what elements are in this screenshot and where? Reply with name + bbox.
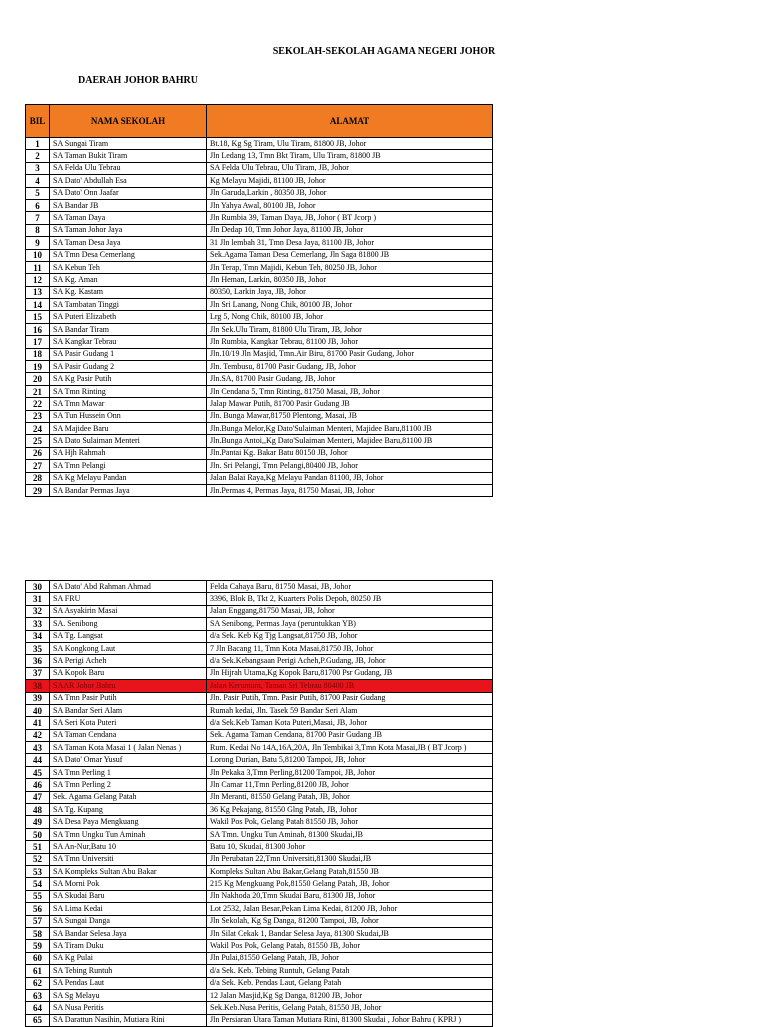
row-alamat: SA Tmn. Ungku Tun Aminah, 81300 Skudai,JB [207,828,493,840]
row-alamat: Jln Perubatan 22,Tmn Universiti,81300 Skudai,JB [207,853,493,865]
row-bil: 29 [26,484,50,496]
table-row [26,361,493,373]
row-alamat: Jln. Pasir Putih, Tmn. Pasir Putih, 81700 Pasir Gudang [207,692,493,704]
row-alamat: Lorong Durian, Batu 5,81200 Tampoi, JB, Johor [207,754,493,766]
row-alamat: Jln. Tembusu, 81700 Pasir Gudang, JB, Johor [207,361,493,373]
table-row [26,460,493,472]
table-row [26,249,493,261]
row-nama-sekolah: SA Dato' Onn Jaafar [50,187,207,199]
table-row [26,336,493,348]
table-row [26,754,493,766]
table-row [26,655,493,667]
row-nama-sekolah: SA Tmn Rinting [50,385,207,397]
table-row [26,927,493,939]
row-bil: 34 [26,630,50,642]
table-header-row [26,105,493,138]
table-row [26,224,493,236]
row-bil: 57 [26,915,50,927]
row-alamat: SA Senibong, Permas Jaya (peruntukkan YB) [207,618,493,630]
table-row [26,742,493,754]
row-nama-sekolah: SA Tambatan Tinggi [50,299,207,311]
row-nama-sekolah: SA Perigi Acheh [50,655,207,667]
table-row [26,766,493,778]
table-row [26,422,493,434]
row-nama-sekolah: SA Dato' Abd Rahman Ahmad [50,581,207,593]
row-nama-sekolah: SA Dato Sulaiman Menteri [50,435,207,447]
table-row [26,261,493,273]
row-nama-sekolah: SA Tmn Universiti [50,853,207,865]
row-alamat: Wakil Pos Pok, Gelang Patah, 81550 JB, Johor [207,940,493,952]
table-row [26,593,493,605]
row-bil: 26 [26,447,50,459]
row-alamat: d/a Sek. Keb. Tebing Runtuh, Gelang Patah [207,965,493,977]
row-nama-sekolah: SA Skudai Baru [50,890,207,902]
row-bil: 60 [26,952,50,964]
row-alamat: Kg Melayu Majidi, 81100 JB, Johor [207,175,493,187]
row-bil: 51 [26,841,50,853]
row-bil: 55 [26,890,50,902]
table-row [26,299,493,311]
row-alamat: Jln Cendana 5, Tmn Rinting, 81750 Masai, JB, Johor [207,385,493,397]
row-bil: 61 [26,965,50,977]
table-row [26,816,493,828]
row-nama-sekolah: SA Bandar JB [50,199,207,211]
row-alamat: Kompleks Sultan Abu Bakar,Gelang Patah,81550 JB [207,865,493,877]
table-row [26,865,493,877]
row-nama-sekolah: SA Taman Desa Jaya [50,237,207,249]
table-row [26,274,493,286]
row-alamat: Jln Hijrah Utama,Kg Kopok Baru,81700 Psr Gudang, JB [207,667,493,679]
row-alamat: 7 Jln Bacang 11, Tmn Kota Masai,81750 JB, Johor [207,642,493,654]
row-nama-sekolah: SA Tg. Kupang [50,804,207,816]
table-row [26,162,493,174]
row-bil: 16 [26,323,50,335]
header-bil: BIL [26,105,50,138]
row-bil: 18 [26,348,50,360]
row-bil: 58 [26,927,50,939]
row-alamat: Jln Pekaka 3,Tmn Perling,81200 Tampoi, JB, Johor [207,766,493,778]
row-alamat: Jln Sri Lanang, Nong Chik, 80100 JB, Johor [207,299,493,311]
table-row [26,952,493,964]
row-bil: 20 [26,373,50,385]
row-alamat: Rumah kedai, Jln. Tasek 59 Bandar Seri Alam [207,704,493,716]
table-row [26,965,493,977]
table-row [26,484,493,496]
row-alamat: Sek.Agama Taman Desa Cemerlang, Jln Saga 81800 JB [207,249,493,261]
row-nama-sekolah: SA Asyakirin Masai [50,605,207,617]
row-bil: 40 [26,704,50,716]
row-nama-sekolah: SA. Senibong [50,618,207,630]
row-bil: 39 [26,692,50,704]
row-alamat: Jln Yahya Awal, 80100 JB, Johor [207,199,493,211]
row-alamat: Jln Ledang 13, Tmn Bkt Tiram, Ulu Tiram, 81800 JB [207,150,493,162]
table-row [26,199,493,211]
table-row [26,791,493,803]
row-nama-sekolah: SA Bandar Seri Alam [50,704,207,716]
row-bil: 13 [26,286,50,298]
schools-table-1 [25,104,493,497]
table-row [26,605,493,617]
row-nama-sekolah: SA Taman Kota Masai 1 ( Jalan Nenas ) [50,742,207,754]
row-nama-sekolah: SA FRU [50,593,207,605]
row-bil: 36 [26,655,50,667]
row-alamat: Jln.SA, 81700 Pasir Gudang, JB, Johor [207,373,493,385]
row-alamat: Jln Persiaran Utara Taman Mutiara Rini, 81300 Skudai , Johor Bahru ( KPRJ ) [207,1014,493,1026]
row-nama-sekolah: SA Hjh Rahmah [50,447,207,459]
row-nama-sekolah: SA Tmn Pasir Putih [50,692,207,704]
row-bil: 52 [26,853,50,865]
table-row [26,1002,493,1014]
row-alamat: Batu 10, Skudai, 81300 Johor [207,841,493,853]
table-row [26,940,493,952]
row-alamat: d/a Sek.Keb Taman Kota Puteri,Masai, JB, Johor [207,717,493,729]
row-alamat: Jalan Balai Raya,Kg Melayu Pandan 81100, JB, Johor [207,472,493,484]
row-bil: 22 [26,398,50,410]
row-nama-sekolah: SA Bandar Tiram [50,323,207,335]
row-bil: 53 [26,865,50,877]
table-row [26,373,493,385]
table-row [26,138,493,150]
row-bil: 9 [26,237,50,249]
row-alamat: Jalan Keruntum, Taman Sri Tebrau 80400 JB [207,680,493,692]
row-nama-sekolah: SA Bandar Selesa Jaya [50,927,207,939]
table-row [26,853,493,865]
row-bil: 47 [26,791,50,803]
table-row [26,717,493,729]
table-row [26,804,493,816]
row-alamat: Jln. Sri Pelangi, Tmn Pelangi,80400 JB, Johor [207,460,493,472]
row-nama-sekolah: SA Taman Cendana [50,729,207,741]
row-bil: 17 [26,336,50,348]
row-bil: 4 [26,175,50,187]
row-bil: 5 [26,187,50,199]
row-bil: 64 [26,1002,50,1014]
row-bil: 21 [26,385,50,397]
header-alamat: ALAMAT [207,105,493,138]
row-nama-sekolah: SA Bandar Permas Jaya [50,484,207,496]
row-nama-sekolah: SA Tun Hussein Onn [50,410,207,422]
row-alamat: Jln Meranti, 81550 Gelang Patah, JB, Johor [207,791,493,803]
row-alamat: Jln. Bunga Mawar,81750 Plentong, Masai, JB [207,410,493,422]
document-title: SEKOLAH-SEKOLAH AGAMA NEGERI JOHOR [272,46,496,57]
table-row [26,729,493,741]
row-bil: 10 [26,249,50,261]
row-nama-sekolah: SA Kompleks Sultan Abu Bakar [50,865,207,877]
table-row [26,680,493,692]
row-bil: 65 [26,1014,50,1026]
row-nama-sekolah: SA Sungai Danga [50,915,207,927]
row-alamat: Lrg 5, Nong Chik, 80100 JB, Johor [207,311,493,323]
table-row [26,915,493,927]
row-nama-sekolah: SA Tmn Mawar [50,398,207,410]
row-bil: 31 [26,593,50,605]
row-bil: 6 [26,199,50,211]
row-alamat: 12 Jalan Masjid,Kg Sg Danga, 81200 JB, Johor [207,989,493,1001]
row-alamat: Jln.Permas 4, Permas Jaya, 81750 Masai, JB, Johor [207,484,493,496]
table-row [26,704,493,716]
row-nama-sekolah: SAAR Johor Bahru [50,680,207,692]
table-row [26,630,493,642]
row-alamat: Jln Sek.Ulu Tiram, 81800 Ulu Tiram, JB, Johor [207,323,493,335]
schools-table-2 [25,580,493,1027]
row-nama-sekolah: SA Taman Johor Jaya [50,224,207,236]
row-bil: 3 [26,162,50,174]
row-nama-sekolah: SA Kangkar Tebrau [50,336,207,348]
table-row [26,472,493,484]
row-nama-sekolah: SA Tmn Desa Cemerlang [50,249,207,261]
row-nama-sekolah: SA Darattun Nasihin, Mutiara Rini [50,1014,207,1026]
table-row [26,779,493,791]
row-bil: 56 [26,903,50,915]
table-row [26,828,493,840]
row-bil: 7 [26,212,50,224]
table-row [26,1014,493,1026]
row-nama-sekolah: SA Tmn Ungku Tun Aminah [50,828,207,840]
row-bil: 54 [26,878,50,890]
row-alamat: Jln Silat Cekak 1, Bandar Selesa Jaya, 81300 Skudai,JB [207,927,493,939]
row-nama-sekolah: SA Dato' Omar Yusuf [50,754,207,766]
table-row [26,311,493,323]
row-alamat: 31 Jln lembah 31, Tmn Desa Jaya, 81100 JB, Johor [207,237,493,249]
row-nama-sekolah: SA Taman Daya [50,212,207,224]
row-alamat: Bt.18, Kg Sg Tiram, Ulu Tiram, 81800 JB, Johor [207,138,493,150]
row-nama-sekolah: SA Tiram Duku [50,940,207,952]
row-nama-sekolah: SA Tmn Pelangi [50,460,207,472]
row-nama-sekolah: SA Morni Pok [50,878,207,890]
table-row [26,447,493,459]
row-bil: 38 [26,680,50,692]
row-nama-sekolah: SA Tg. Langsat [50,630,207,642]
table-row [26,323,493,335]
table-row [26,642,493,654]
row-nama-sekolah: SA Nusa Peritis [50,1002,207,1014]
row-bil: 50 [26,828,50,840]
row-bil: 25 [26,435,50,447]
row-bil: 41 [26,717,50,729]
row-nama-sekolah: SA Dato' Abdullah Esa [50,175,207,187]
row-alamat: 3396, Blok B, Tkt 2, Kuarters Polis Depoh, 80250 JB [207,593,493,605]
row-nama-sekolah: SA Kg Pulai [50,952,207,964]
row-alamat: 36 Kg Pekajang, 81550 Glng Patah, JB, Johor [207,804,493,816]
table-row [26,841,493,853]
table-row [26,348,493,360]
row-bil: 42 [26,729,50,741]
row-alamat: Lot 2532, Jalan Besar,Pekan Lima Kedai, 81200 JB, Johor [207,903,493,915]
row-alamat: Jln Rumbia, Kangkar Tebrau, 81100 JB, Johor [207,336,493,348]
row-bil: 28 [26,472,50,484]
row-bil: 35 [26,642,50,654]
table-row [26,692,493,704]
row-bil: 48 [26,804,50,816]
row-nama-sekolah: SA Majidee Baru [50,422,207,434]
row-bil: 14 [26,299,50,311]
row-nama-sekolah: SA Kg. Kastam [50,286,207,298]
header-nama-sekolah: NAMA SEKOLAH [50,105,207,138]
row-nama-sekolah: SA Kg Melayu Pandan [50,472,207,484]
row-alamat: Jln Heman, Larkin, 80350 JB, Johor [207,274,493,286]
row-bil: 30 [26,581,50,593]
row-nama-sekolah: SA Sg Melayu [50,989,207,1001]
row-bil: 23 [26,410,50,422]
row-bil: 15 [26,311,50,323]
row-bil: 19 [26,361,50,373]
row-alamat: Rum. Kedai No 14A,16A,20A, Jln Tembikai 3,Tmn Kota Masai,JB ( BT Jcorp ) [207,742,493,754]
row-alamat: Jln Sekolah, Kg Sg Danga, 81200 Tampoi, JB, Johor [207,915,493,927]
row-alamat: d/a Sek.Kebangsaan Perigi Acheh,P.Gudang, JB, Johor [207,655,493,667]
row-bil: 8 [26,224,50,236]
row-nama-sekolah: SA Pasir Gudang 1 [50,348,207,360]
row-alamat: Jln.10/19 Jln Masjid, Tmn.Air Biru, 81700 Pasir Gudang, Johor [207,348,493,360]
table-row [26,398,493,410]
table-row [26,435,493,447]
row-bil: 63 [26,989,50,1001]
row-bil: 37 [26,667,50,679]
row-nama-sekolah: Sek. Agama Gelang Patah [50,791,207,803]
table-row [26,890,493,902]
row-nama-sekolah: SA Lima Kedai [50,903,207,915]
row-bil: 49 [26,816,50,828]
row-alamat: Jln Camar 11,Tmn Perling,81200 JB, Johor [207,779,493,791]
row-bil: 45 [26,766,50,778]
row-nama-sekolah: SA Pasir Gudang 2 [50,361,207,373]
row-nama-sekolah: SA Kg Pasir Putih [50,373,207,385]
table-row [26,903,493,915]
row-nama-sekolah: SA Kg. Aman [50,274,207,286]
row-alamat: d/a Sek. Keb. Pendas Laut, Gelang Patah [207,977,493,989]
row-alamat: Jalan Enggang,81750 Masai, JB, Johor [207,605,493,617]
row-nama-sekolah: SA Seri Kota Puteri [50,717,207,729]
row-nama-sekolah: SA An-Nur,Batu 10 [50,841,207,853]
row-bil: 27 [26,460,50,472]
row-alamat: Jln Nakhoda 20,Tmn Skudai Baru, 81300 JB, Johor [207,890,493,902]
row-alamat: Jln.Bunga Melor,Kg Dato'Sulaiman Menteri, Majidee Baru,81100 JB [207,422,493,434]
table-row [26,237,493,249]
row-bil: 1 [26,138,50,150]
table-row [26,410,493,422]
table-row [26,878,493,890]
row-nama-sekolah: SA Kongkong Laut [50,642,207,654]
row-bil: 43 [26,742,50,754]
row-alamat: Sek.Keb.Nusa Peritis, Gelang Patah, 81550 JB, Johor [207,1002,493,1014]
row-alamat: SA Felda Ulu Tebrau, Ulu Tiram, JB, Johor [207,162,493,174]
row-nama-sekolah: SA Kebun Teh [50,261,207,273]
row-alamat: Felda Cahaya Baru, 81750 Masai, JB, Johor [207,581,493,593]
row-alamat: Jln Terap, Tmn Majidi, Kebun Teh, 80250 JB, Johor [207,261,493,273]
row-alamat: Jln Pulai,81550 Gelang Patah, JB, Johor [207,952,493,964]
table-row [26,187,493,199]
row-bil: 59 [26,940,50,952]
row-alamat: d/a Sek. Keb Kg Tjg Langsat,81750 JB, Johor [207,630,493,642]
row-nama-sekolah: SA Felda Ulu Tebrau [50,162,207,174]
table-row [26,977,493,989]
row-bil: 44 [26,754,50,766]
row-alamat: Wakil Pos Pok, Gelang Patah 81550 JB, Johor [207,816,493,828]
row-alamat: Jln Garuda,Larkin , 80350 JB, Johor [207,187,493,199]
row-alamat: Jln Dedap 10, Tmn Johor Jaya, 81100 JB, Johor [207,224,493,236]
row-alamat: Sek. Agama Taman Cendana, 81700 Pasir Gudang JB [207,729,493,741]
row-nama-sekolah: SA Taman Bukit Tiram [50,150,207,162]
row-nama-sekolah: SA Sungai Tiram [50,138,207,150]
row-bil: 11 [26,261,50,273]
row-nama-sekolah: SA Desa Paya Mengkuang [50,816,207,828]
row-bil: 2 [26,150,50,162]
table-row [26,385,493,397]
row-bil: 24 [26,422,50,434]
row-alamat: Jln.Pantai Kg. Bakar Batu 80150 JB, Johor [207,447,493,459]
table-row [26,175,493,187]
table-row [26,581,493,593]
row-bil: 62 [26,977,50,989]
row-bil: 46 [26,779,50,791]
row-alamat: Jln Rumbia 39, Taman Daya, JB, Johor ( BT Jcorp ) [207,212,493,224]
table-row [26,618,493,630]
table-row [26,286,493,298]
row-alamat: 80350, Larkin Jaya, JB, Johor [207,286,493,298]
row-alamat: Jalap Mawar Putih, 81700 Pasir Gudang JB [207,398,493,410]
row-nama-sekolah: SA Puteri Elizabeth [50,311,207,323]
row-bil: 33 [26,618,50,630]
table-row [26,212,493,224]
row-nama-sekolah: SA Tmn Perling 1 [50,766,207,778]
row-bil: 12 [26,274,50,286]
district-heading: DAERAH JOHOR BAHRU [78,75,199,86]
row-nama-sekolah: SA Tmn Perling 2 [50,779,207,791]
row-nama-sekolah: SA Kopok Baru [50,667,207,679]
row-nama-sekolah: SA Tebing Runtuh [50,965,207,977]
row-nama-sekolah: SA Pendas Laut [50,977,207,989]
table-row [26,150,493,162]
row-alamat: Jln.Bunga Antoi,,Kg Dato'Sulaiman Menteri, Majidee Baru,81100 JB [207,435,493,447]
row-alamat: 215 Kg Mengkuang Pok,81550 Gelang Patah, JB, Johor [207,878,493,890]
table-row [26,667,493,679]
table-row [26,989,493,1001]
row-bil: 32 [26,605,50,617]
